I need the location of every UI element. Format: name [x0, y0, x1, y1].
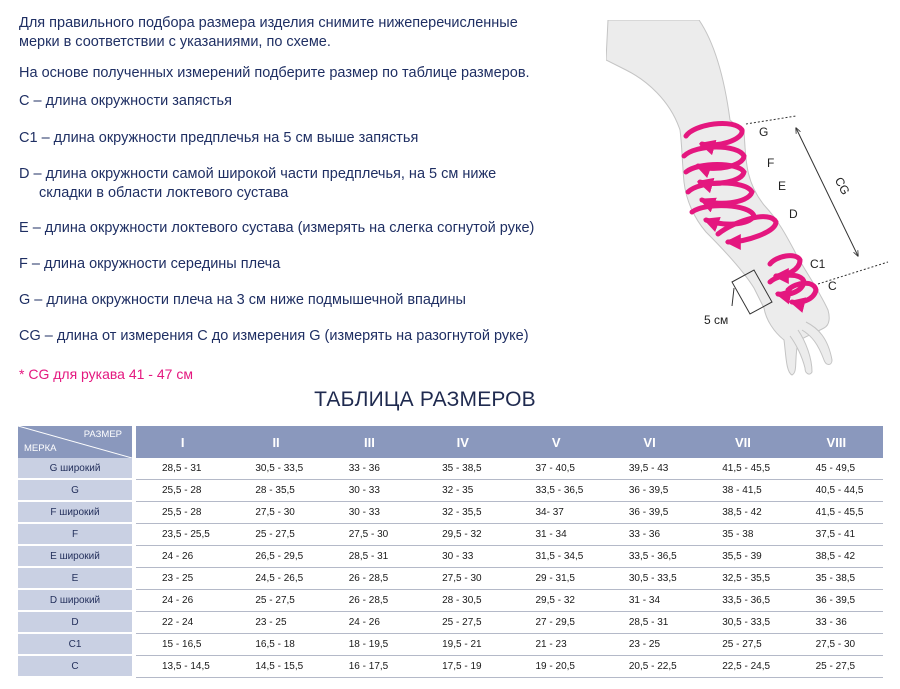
size-range-cell: 26 - 28,5 [323, 590, 416, 612]
size-range-cell: 29,5 - 32 [510, 590, 603, 612]
size-range-cell: 28 - 35,5 [229, 480, 322, 502]
size-range-cell: 25 - 27,5 [790, 656, 883, 678]
size-range-cell: 15 - 16,5 [136, 634, 229, 656]
size-range-cell: 28 - 30,5 [416, 590, 509, 612]
size-range-cell: 30,5 - 33,5 [603, 568, 696, 590]
table-row [18, 458, 883, 480]
size-range-cell: 29,5 - 32 [416, 524, 509, 546]
row-measure-label: C1 [18, 634, 136, 656]
size-header: III [323, 426, 416, 458]
arm-diagram-svg [606, 20, 900, 382]
label-g: G [759, 125, 769, 139]
size-range-cell: 25 - 27,5 [229, 524, 322, 546]
size-range-cell: 24 - 26 [323, 612, 416, 634]
size-range-cell: 27,5 - 30 [416, 568, 509, 590]
definition-d-line-1: D – длина окружности самой широкой части предплечья, на 5 см ниже [19, 166, 497, 182]
size-range-cell: 30,5 - 33,5 [696, 612, 789, 634]
size-range-cell: 28,5 - 31 [603, 612, 696, 634]
size-range-cell: 35 - 38,5 [416, 458, 509, 480]
definition-d-line-2: складки в области локтевого сустава [39, 185, 289, 201]
size-range-cell: 25,5 - 28 [136, 502, 229, 524]
size-range-cell: 25 - 27,5 [229, 590, 322, 612]
size-range-cell: 36 - 39,5 [603, 502, 696, 524]
table-row [18, 502, 883, 524]
label-c1: C1 [810, 257, 826, 271]
size-header: V [510, 426, 603, 458]
row-measure-label: D широкий [18, 590, 136, 612]
size-header: I [136, 426, 229, 458]
size-range-cell: 13,5 - 14,5 [136, 656, 229, 678]
size-range-cell: 37,5 - 41 [790, 524, 883, 546]
row-measure-label: G [18, 480, 136, 502]
definition-c: C – длина окружности запястья [19, 93, 232, 109]
size-range-cell: 33 - 36 [790, 612, 883, 634]
definition-f: F – длина окружности середины плеча [19, 256, 281, 272]
size-range-cell: 19 - 20,5 [510, 656, 603, 678]
size-range-cell: 39,5 - 43 [603, 458, 696, 480]
intro-line-3: На основе полученных измерений подберите размер по таблице размеров. [19, 65, 530, 81]
size-range-cell: 18 - 19,5 [323, 634, 416, 656]
table-row [18, 546, 883, 568]
size-range-cell: 36 - 39,5 [790, 590, 883, 612]
size-range-cell: 22,5 - 24,5 [696, 656, 789, 678]
size-table-header-row [18, 426, 883, 458]
label-five-cm: 5 см [704, 313, 729, 327]
size-header: VII [696, 426, 789, 458]
size-range-cell: 25 - 27,5 [696, 634, 789, 656]
five-cm-pointer [732, 288, 734, 306]
size-table-title: ТАБЛИЦА РАЗМЕРОВ [314, 388, 536, 411]
table-row [18, 480, 883, 502]
arm-measurement-diagram [606, 20, 900, 382]
size-range-cell: 14,5 - 15,5 [229, 656, 322, 678]
intro-text [19, 14, 599, 83]
size-range-cell: 30,5 - 33,5 [229, 458, 322, 480]
size-range-cell: 24 - 26 [136, 590, 229, 612]
size-range-cell: 36 - 39,5 [603, 480, 696, 502]
size-range-cell: 16 - 17,5 [323, 656, 416, 678]
size-range-cell: 45 - 49,5 [790, 458, 883, 480]
size-range-cell: 29 - 31,5 [510, 568, 603, 590]
size-range-cell: 41,5 - 45,5 [696, 458, 789, 480]
size-range-cell: 33,5 - 36,5 [603, 546, 696, 568]
corner-measure-label: МЕРКА [24, 443, 57, 454]
size-header: VIII [790, 426, 883, 458]
size-range-cell: 24 - 26 [136, 546, 229, 568]
size-range-cell: 32 - 35 [416, 480, 509, 502]
row-measure-label: F [18, 524, 136, 546]
size-range-cell: 32 - 35,5 [416, 502, 509, 524]
size-range-cell: 41,5 - 45,5 [790, 502, 883, 524]
size-range-cell: 21 - 23 [510, 634, 603, 656]
size-range-cell: 38 - 41,5 [696, 480, 789, 502]
size-range-cell: 24,5 - 26,5 [229, 568, 322, 590]
size-range-cell: 30 - 33 [323, 502, 416, 524]
size-table [18, 426, 883, 678]
size-range-cell: 25,5 - 28 [136, 480, 229, 502]
size-range-cell: 26,5 - 29,5 [229, 546, 322, 568]
size-range-cell: 23 - 25 [229, 612, 322, 634]
row-measure-label: E широкий [18, 546, 136, 568]
label-c: C [828, 279, 837, 293]
size-range-cell: 16,5 - 18 [229, 634, 322, 656]
intro-line-1: Для правильного подбора размера изделия снимите нижеперечисленные [19, 15, 518, 31]
size-range-cell: 35 - 38 [696, 524, 789, 546]
size-range-cell: 37 - 40,5 [510, 458, 603, 480]
size-range-cell: 27,5 - 30 [323, 524, 416, 546]
size-range-cell: 31 - 34 [603, 590, 696, 612]
sleeve-note: * CG для рукава 41 - 47 см [19, 366, 193, 382]
definition-cg: CG – длина от измерения C до измерения G (измерять на разогнутой руке) [19, 328, 529, 344]
label-e: E [778, 179, 787, 193]
definition-c1: C1 – длина окружности предплечья на 5 см выше запястья [19, 130, 419, 146]
size-range-cell: 28,5 - 31 [323, 546, 416, 568]
size-range-cell: 40,5 - 44,5 [790, 480, 883, 502]
size-range-cell: 20,5 - 22,5 [603, 656, 696, 678]
label-f: F [767, 156, 775, 170]
cg-tick-top [746, 116, 796, 124]
size-range-cell: 35 - 38,5 [790, 568, 883, 590]
size-range-cell: 30 - 33 [416, 546, 509, 568]
table-row [18, 656, 883, 678]
size-range-cell: 33 - 36 [603, 524, 696, 546]
size-range-cell: 23 - 25 [603, 634, 696, 656]
size-range-cell: 38,5 - 42 [696, 502, 789, 524]
size-table-body [18, 458, 883, 678]
size-range-cell: 28,5 - 31 [136, 458, 229, 480]
table-row [18, 590, 883, 612]
definition-e: E – длина окружности локтевого сустава (измерять на слегка согнутой руке) [19, 220, 535, 236]
size-range-cell: 27,5 - 30 [790, 634, 883, 656]
size-range-cell: 23 - 25 [136, 568, 229, 590]
size-range-cell: 33 - 36 [323, 458, 416, 480]
row-measure-label: F широкий [18, 502, 136, 524]
row-measure-label: G широкий [18, 458, 136, 480]
row-measure-label: E [18, 568, 136, 590]
size-range-cell: 19,5 - 21 [416, 634, 509, 656]
size-range-cell: 33,5 - 36,5 [510, 480, 603, 502]
size-range-cell: 33,5 - 36,5 [696, 590, 789, 612]
label-cg: CG [831, 174, 853, 198]
size-range-cell: 35,5 - 39 [696, 546, 789, 568]
size-header: II [229, 426, 322, 458]
definition-g: G – длина окружности плеча на 3 см ниже подмышечной впадины [19, 292, 466, 308]
table-row [18, 634, 883, 656]
intro-line-2: мерки в соответствии с указаниями, по схеме. [19, 34, 331, 50]
size-range-cell: 25 - 27,5 [416, 612, 509, 634]
corner-size-label: РАЗМЕР [83, 429, 122, 440]
table-row [18, 612, 883, 634]
size-range-cell: 31 - 34 [510, 524, 603, 546]
size-range-cell: 26 - 28,5 [323, 568, 416, 590]
size-range-cell: 32,5 - 35,5 [696, 568, 789, 590]
row-measure-label: D [18, 612, 136, 634]
table-row [18, 568, 883, 590]
size-range-cell: 27 - 29,5 [510, 612, 603, 634]
size-header: VI [603, 426, 696, 458]
table-row [18, 524, 883, 546]
size-range-cell: 23,5 - 25,5 [136, 524, 229, 546]
size-range-cell: 34- 37 [510, 502, 603, 524]
row-measure-label: C [18, 656, 136, 678]
size-range-cell: 30 - 33 [323, 480, 416, 502]
size-range-cell: 22 - 24 [136, 612, 229, 634]
definition-d [19, 165, 496, 203]
size-range-cell: 17,5 - 19 [416, 656, 509, 678]
size-header: IV [416, 426, 509, 458]
size-range-cell: 31,5 - 34,5 [510, 546, 603, 568]
label-d: D [789, 207, 798, 221]
size-range-cell: 38,5 - 42 [790, 546, 883, 568]
size-range-cell: 27,5 - 30 [229, 502, 322, 524]
table-corner-cell [18, 426, 136, 458]
